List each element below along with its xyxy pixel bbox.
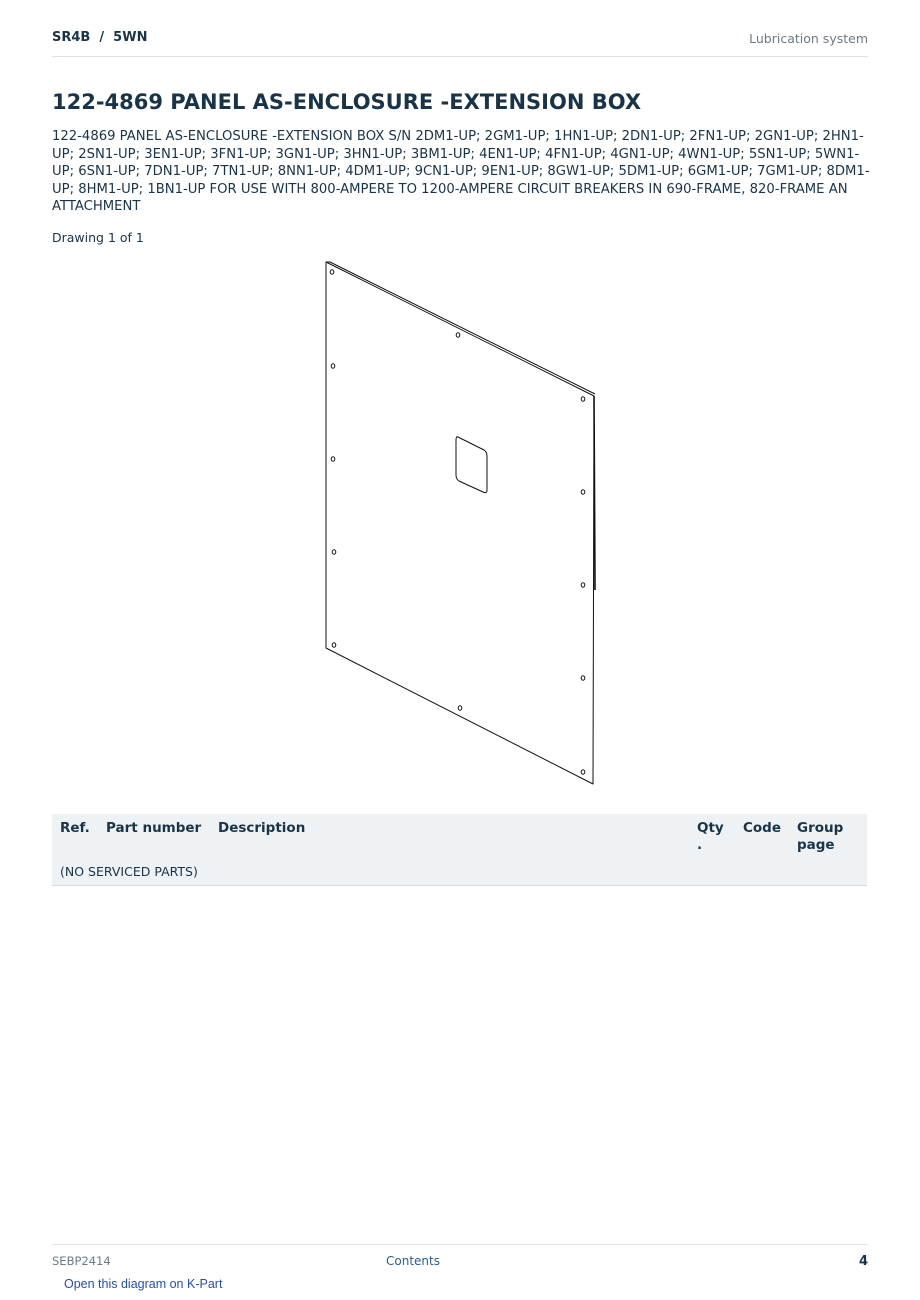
mounting-hole (456, 333, 460, 337)
page-title: 122-4869 PANEL AS-ENCLOSURE -EXTENSION BOX (52, 90, 642, 114)
page-footer (52, 1244, 868, 1269)
section-label: Lubrication system (749, 31, 868, 46)
table-row (52, 858, 867, 886)
col-code: Code (742, 820, 781, 836)
col-qty: Qty . (696, 820, 724, 853)
model-label: SR4B / 5WN (52, 30, 148, 45)
panel-cutout (456, 437, 487, 493)
mounting-hole (458, 706, 462, 710)
page-header (52, 28, 868, 57)
mounting-hole (332, 550, 336, 554)
part-description: 122-4869 PANEL AS-ENCLOSURE -EXTENSION BOX S/N 2DM1-UP; 2GM1-UP; 1HN1-UP; 2DN1-UP; 2FN1-UP; 2GN1-UP; 2HN1-UP; 2SN1-UP; 3EN1-UP; 3FN1-UP; 3GN1-UP; 3HN1-UP; 3BM1-UP; 4EN1-UP; 4FN1-UP; 4GN1-UP; 4WN1-UP; 5SN1-UP; 5WN1-UP; 6SN1-UP; 7DN1-UP; 7TN1-UP; 8NN1-UP; 4DM1-UP; 9CN1-UP; 9EN1-UP; 8GW1-UP; 5DM1-UP; 6GM1-UP; 7GM1-UP; 8DM1-UP; 8HM1-UP; 1BN1-UP FOR USE WITH 800-AMPERE TO 1200-AMPERE CIRCUIT BREAKERS IN 690-FRAME, 820-FRAME AN ATTACHMENT (52, 129, 870, 214)
no-parts-cell: (NO SERVICED PARTS) (52, 858, 867, 886)
col-group-page: Group page (797, 820, 844, 853)
col-ref: Ref. (60, 820, 90, 836)
table-header-row (52, 814, 867, 858)
mounting-hole (581, 397, 585, 401)
mounting-hole (331, 457, 335, 461)
drawing-label: Drawing 1 of 1 (52, 230, 144, 245)
col-description: Description (218, 820, 306, 836)
mounting-hole (581, 770, 585, 774)
mounting-hole (332, 643, 336, 647)
open-kpart-link[interactable]: Open this diagram on K-Part (64, 1277, 223, 1291)
contents-link[interactable]: Contents (386, 1254, 440, 1268)
mounting-hole (330, 270, 334, 274)
page-number: 4 (858, 1254, 868, 1269)
mounting-hole (581, 583, 585, 587)
mounting-hole (581, 676, 585, 680)
panel-drawing (318, 255, 608, 795)
mounting-hole (331, 364, 335, 368)
panel-right-edge (594, 396, 595, 590)
mounting-hole (581, 490, 585, 494)
document-code: SEBP2414 (52, 1254, 111, 1268)
parts-table (52, 814, 867, 886)
col-part-number: Part number (106, 820, 202, 836)
